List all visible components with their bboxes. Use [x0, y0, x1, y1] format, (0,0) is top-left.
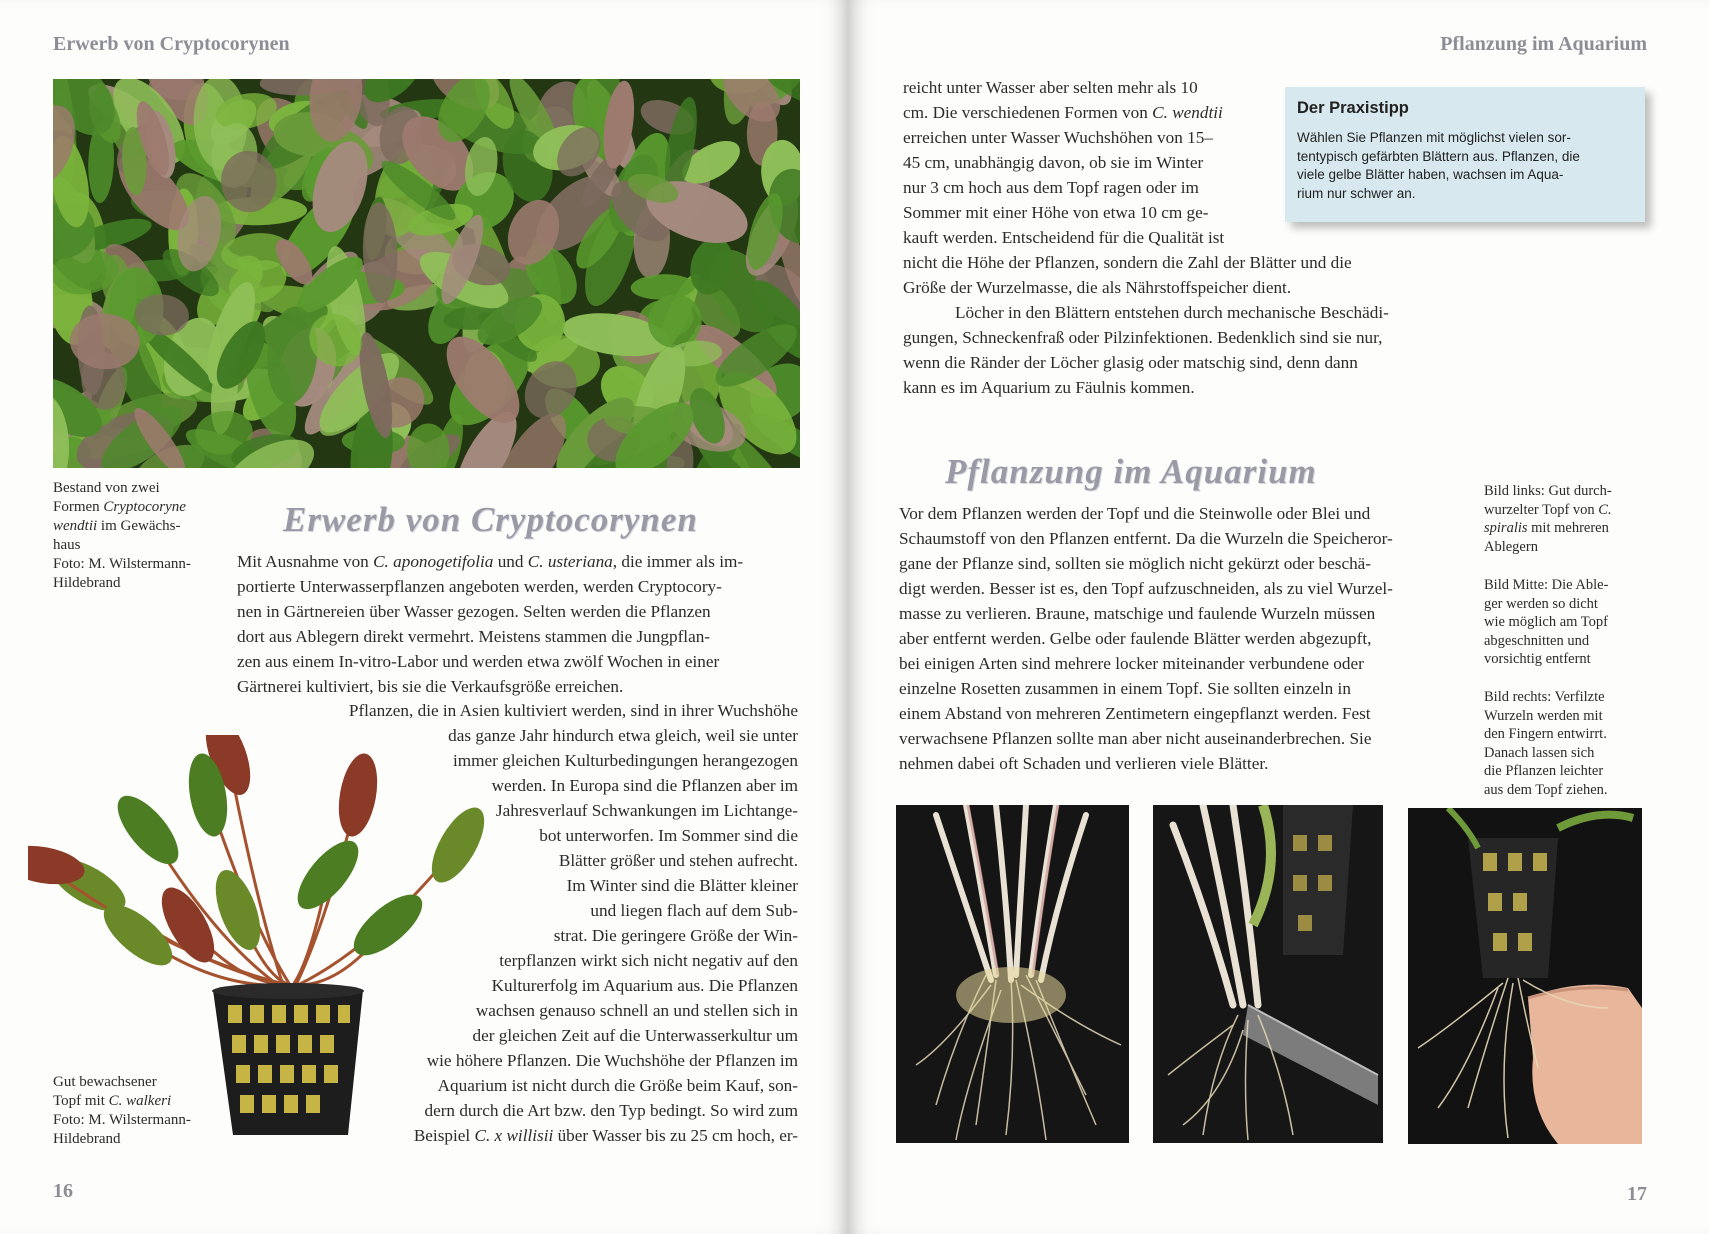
caption-bottom [53, 1073, 213, 1149]
body-line: Aquarium ist nicht durch die Größe beim Kauf, son- [437, 1076, 798, 1095]
side-caption-mitte [1484, 576, 1644, 669]
caption-species: wendtii [53, 518, 98, 534]
body-line: und liegen flach auf dem Sub- [590, 901, 798, 920]
caption-line: Bild Mitte: Die Able- [1484, 577, 1609, 593]
body-line: aber entfernt werden. Gelbe oder faulende Blätter werden abgezupft, [899, 629, 1372, 648]
body-line: der gleichen Zeit auf die Unterwasserkultur um [472, 1026, 798, 1045]
leaf-shape [107, 786, 189, 873]
body-line: verwachsene Pflanzen sollte man aber nicht auseinanderbrechen. Sie [899, 729, 1372, 748]
body-line: bot unterworfen. Im Sommer sind die [539, 826, 798, 845]
photo-root-ball-left [896, 805, 1129, 1143]
side-caption-links [1484, 482, 1644, 556]
body-line: terpflanzen wirkt sich nicht negativ auf den [499, 951, 798, 970]
caption-line: Bild rechts: Verfilzte [1484, 689, 1605, 705]
caption-line: Gut bewachsener [53, 1074, 157, 1090]
leaf-bed-illustration [53, 79, 800, 468]
tip-title: Der Praxistipp [1297, 99, 1409, 117]
body-line: dort aus Ablegern direkt vermehrt. Meistens stammen die Jungpflan- [237, 627, 711, 646]
body-line: wenn die Ränder der Löcher glasig oder matschig sind, denn dann [903, 353, 1358, 372]
body-line: immer gleichen Kulturbedingungen herangezogen [452, 751, 798, 770]
body-line-last: Beispiel C. x willisii über Wasser bis zu 25 cm hoch, er- [413, 1126, 798, 1145]
body-line: dern durch die Art bzw. den Typ bedingt. So wird zum [424, 1101, 798, 1120]
caption-line: Danach lassen sich [1484, 744, 1595, 761]
body-line: digt werden. Besser ist es, den Topf aufzuschneiden, als zu viel Wurzel- [899, 579, 1393, 598]
caption-line: haus [53, 537, 81, 553]
side-caption-rechts [1484, 688, 1644, 799]
caption-line: Wurzeln werden mit [1484, 707, 1603, 724]
caption-line: die Pflanzen leichter [1484, 763, 1604, 779]
caption-photo-credit: Hildebrand [53, 575, 121, 591]
right-page [848, 0, 1709, 1234]
caption-line: Topf mit [53, 1093, 109, 1109]
body-line: masse zu verlieren. Braune, matschige und faulende Wurzeln müssen [899, 604, 1376, 623]
body-line: wachsen genauso schnell an und stellen sich in [475, 1001, 798, 1020]
body-text-left-a [237, 549, 797, 699]
body-line: Sommer mit einer Höhe von etwa 10 cm ge- [903, 203, 1209, 222]
caption-line: aus dem Topf ziehen. [1484, 781, 1608, 798]
tip-line: rium nur schwer an. [1297, 185, 1416, 201]
body-line: strat. Die geringere Größe der Win- [553, 926, 798, 945]
body-line: Schaumstoff von den Pflanzen entfernt. Da die Wurzeln die Speicheror- [899, 529, 1393, 548]
caption-line: abgeschnitten und [1484, 632, 1590, 649]
caption-line: Bild links: Gut durch- [1484, 483, 1612, 499]
body-line: Löcher in den Blättern entstehen durch mechanische Beschädi- [955, 303, 1389, 322]
caption-line: den Fingern entwirrt. [1484, 726, 1607, 742]
body-line: erreichen unter Wasser Wuchshöhen von 15– [903, 128, 1213, 147]
body-line: cm. Die verschiedenen Formen von C. wendtii [903, 103, 1223, 122]
caption-line: Formen [53, 499, 104, 515]
body-line: nehmen dabei oft Schaden und verlieren viele Blätter. [899, 754, 1269, 773]
caption-line: wie möglich am Topf [1484, 614, 1608, 630]
caption-line: Bestand von zwei [53, 480, 160, 496]
photo-cryptocoryne-bed [53, 79, 800, 468]
caption-line: wurzelter Topf von [1484, 501, 1599, 518]
caption-species: C. walkeri [108, 1093, 172, 1109]
heading-pflanzung: Pflanzung im Aquarium [945, 452, 1317, 491]
body-line: Kulturerfolg im Aquarium aus. Die Pflanzen [491, 976, 798, 995]
caption-line: Ablegern [1484, 538, 1538, 555]
caption-photo-credit: Foto: M. Wilstermann- [53, 556, 191, 572]
page-number-right: 17 [1627, 1183, 1647, 1205]
body-line: werden. In Europa sind die Pflanzen aber im [491, 776, 798, 795]
body-line: wie höhere Pflanzen. Die Wuchshöhe der Pflanzen im [426, 1051, 798, 1070]
body-line: gungen, Schneckenfraß oder Pilzinfektionen. Bedenklich sind sie nur, [903, 328, 1383, 347]
leaf-shape [344, 884, 431, 966]
tip-line: tentypisch gefärbten Blättern aus. Pflanzen, die [1297, 148, 1580, 164]
caption-species: Cryptocoryne [103, 499, 186, 515]
caption-line: vorsichtig entfernt [1484, 651, 1591, 667]
body-line: das ganze Jahr hindurch etwa gleich, weil sie unter [448, 726, 798, 745]
photo-cutting-pot [1153, 805, 1383, 1143]
caption-line: ger werden so dicht [1484, 595, 1598, 612]
body-line: einem Abstand von mehreren Zentimetern eingepflanzt werden. Fest [899, 704, 1371, 723]
body-line: Vor dem Pflanzen werden der Topf und die Steinwolle oder Blei und [899, 504, 1371, 523]
caption-line: im Gewächs- [97, 518, 181, 534]
hand-roots-illustration [1408, 808, 1642, 1144]
leaf-shape [207, 864, 270, 955]
body-line: Blätter größer und stehen aufrecht. [558, 851, 798, 870]
heading-erwerb: Erwerb von Cryptocorynen [283, 500, 698, 539]
photo-untangling-roots [1408, 808, 1642, 1144]
body-line: zen aus einem In-vitro-Labor und werden etwa zwölf Wochen in einer [237, 652, 720, 671]
body-line: 45 cm, unabhängig davon, ob sie im Winter [903, 153, 1204, 172]
caption-photo-credit: Foto: M. Wilstermann- [53, 1112, 191, 1128]
caption-top [53, 479, 213, 593]
body-line: reicht unter Wasser aber selten mehr als 10 [903, 78, 1198, 97]
body-line: nicht die Höhe der Pflanzen, sondern die Zahl der Blätter und die [903, 253, 1352, 272]
running-head-right: Pflanzung im Aquarium [1440, 33, 1647, 55]
tip-line: viele gelbe Blätter haben, wachsen im Aqua- [1297, 167, 1564, 182]
body-line-intro: Mit Ausnahme von C. aponogetifolia und C. usteriana, die immer als im- [237, 552, 744, 571]
body-line: nur 3 cm hoch aus dem Topf ragen oder im [903, 178, 1199, 197]
tip-text [1297, 129, 1580, 203]
body-line: nen in Gärtnereien über Wasser gezogen. Selten werden die Pflanzen [237, 602, 711, 621]
roots-illustration [896, 805, 1129, 1143]
body-line: Pflanzen, die in Asien kultiviert werden, sind in ihrer Wuchshöhe [348, 701, 798, 720]
running-head-left: Erwerb von Cryptocorynen [53, 33, 290, 55]
body-line: einzelne Rosetten zusammen in einem Topf. Sie sollten einzeln in [899, 679, 1351, 698]
left-page [0, 0, 848, 1234]
body-text-right-section [899, 501, 1459, 776]
body-line: bei einigen Arten sind mehrere locker miteinander verbundene oder [899, 654, 1364, 673]
caption-species: spiralis [1484, 520, 1528, 536]
leaf-shape [333, 751, 383, 840]
praxistipp-box [1285, 87, 1645, 222]
body-line: kauft werden. Entscheidend für die Qualität ist [903, 228, 1225, 247]
caption-species: C. [1598, 501, 1612, 518]
caption-line: mit mehreren [1527, 520, 1609, 536]
page-number-left: 16 [53, 1180, 73, 1202]
caption-photo-credit: Hildebrand [53, 1131, 121, 1147]
body-line: portierte Unterwasserpflanzen angeboten werden, werden Cryptocory- [237, 577, 722, 596]
body-line: Im Winter sind die Blätter kleiner [566, 876, 798, 895]
tip-line: Wählen Sie Pflanzen mit möglichst vielen sor- [1297, 130, 1571, 145]
body-line: Größe der Wurzelmasse, die als Nährstoffspeicher dient. [903, 278, 1292, 297]
cutting-illustration [1153, 805, 1383, 1143]
body-line: Jahresverlauf Schwankungen im Lichtange- [495, 801, 798, 820]
body-line: Gärtnerei kultiviert, bis sie die Verkaufsgröße erreichen. [237, 677, 624, 696]
body-line: gane der Pflanze sind, sollten sie möglich nicht gekürzt oder beschä- [899, 554, 1372, 573]
body-line: kann es im Aquarium zu Fäulnis kommen. [903, 378, 1195, 397]
